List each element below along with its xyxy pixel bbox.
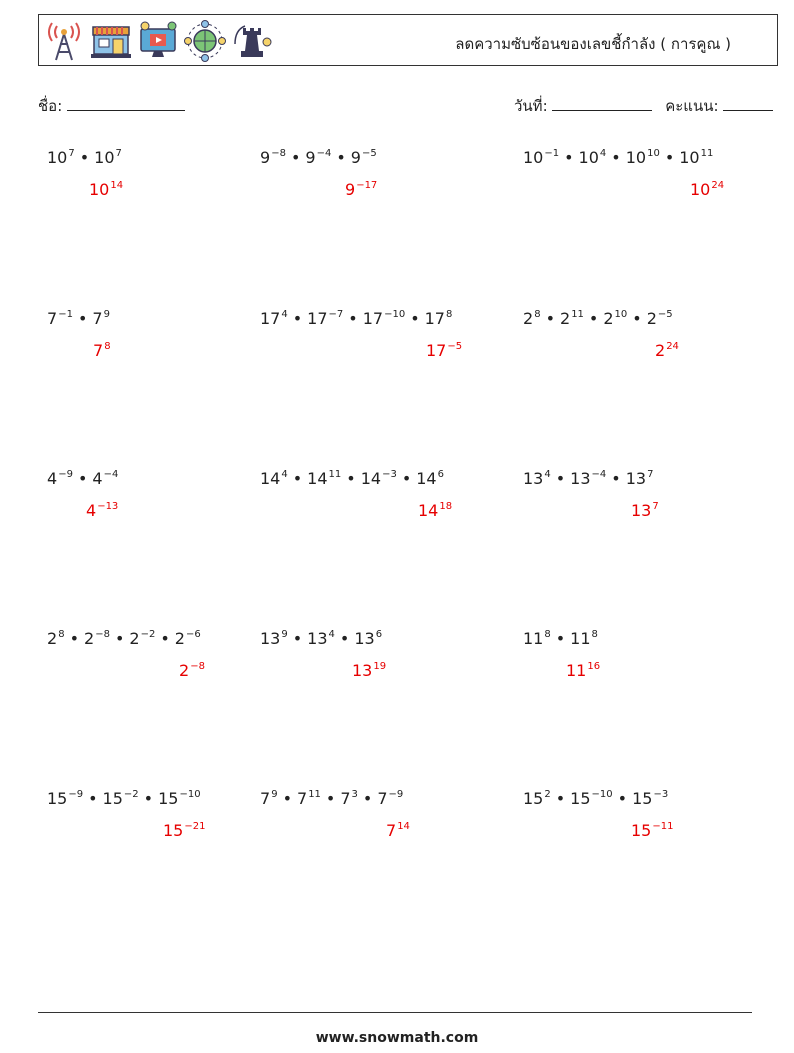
power-term: $4^{-4}$ (92, 469, 119, 488)
multiply-dot: • (282, 789, 292, 808)
problem-8 (260, 469, 444, 488)
power-term: $13^9$ (260, 629, 288, 648)
multiply-dot: • (69, 629, 79, 648)
problem-9 (523, 469, 653, 488)
power-term: $10^{11}$ (679, 148, 714, 167)
power-term: $17^{-7}$ (307, 309, 344, 328)
power-term: $10^4$ (578, 148, 607, 167)
date-score-fields (514, 94, 773, 118)
power-term: $15^{-10}$ (158, 789, 201, 808)
power-term: $11^8$ (570, 629, 598, 648)
power-term: $2^8$ (523, 309, 541, 328)
answer-power: $15^{-11}$ (631, 821, 674, 840)
problem-5 (260, 309, 452, 328)
multiply-dot: • (336, 148, 346, 167)
answer-1 (89, 180, 123, 199)
video-monitor-icon (137, 20, 179, 62)
multiply-dot: • (617, 789, 628, 808)
multiply-dot: • (79, 148, 90, 167)
power-term: $14^6$ (416, 469, 444, 488)
answer-12 (566, 661, 600, 680)
power-term: $2^{10}$ (603, 309, 628, 328)
power-term: $10^7$ (47, 148, 75, 167)
multiply-dot: • (348, 309, 358, 328)
answer-6 (655, 341, 679, 360)
shop-icon (90, 20, 132, 62)
multiply-dot: • (292, 309, 303, 328)
multiply-dot: • (611, 148, 621, 167)
power-term: $11^8$ (523, 629, 551, 648)
power-term: $7^9$ (260, 789, 278, 808)
power-term: $13^4$ (523, 469, 551, 488)
multiply-dot: • (292, 469, 303, 488)
answer-power: $13^{19}$ (352, 661, 387, 680)
problem-1 (47, 148, 122, 167)
power-term: $7^9$ (92, 309, 110, 328)
power-term: $2^{11}$ (560, 309, 584, 328)
answer-3 (690, 180, 724, 199)
multiply-dot: • (325, 789, 336, 808)
answer-7 (86, 501, 118, 520)
answer-power: $15^{-21}$ (163, 821, 206, 840)
answer-10 (179, 661, 205, 680)
problem-15 (523, 789, 668, 808)
date-line (552, 96, 652, 111)
power-term: $2^{-6}$ (174, 629, 201, 648)
power-term: $13^{-4}$ (570, 469, 607, 488)
problem-10 (47, 629, 201, 648)
answer-14 (386, 821, 410, 840)
problem-4 (47, 309, 110, 328)
footer-url: www.snowmath.com (315, 1030, 479, 1046)
power-term: $10^7$ (94, 148, 122, 167)
name-line (67, 96, 185, 111)
name-label: ชื่อ: (38, 97, 63, 115)
problem-6 (523, 309, 673, 328)
answer-power: $14^{18}$ (418, 501, 453, 520)
multiply-dot: • (401, 469, 412, 488)
multiply-dot: • (588, 309, 599, 328)
footer-divider (38, 1012, 752, 1013)
power-term: $7^{-1}$ (47, 309, 73, 328)
problem-2 (260, 148, 377, 167)
power-term: $2^{-2}$ (129, 629, 156, 648)
multiply-dot: • (410, 309, 420, 328)
answer-13 (163, 821, 205, 840)
date-label: วันที่: (514, 97, 548, 115)
power-term: $15^{-3}$ (632, 789, 669, 808)
multiply-dot: • (88, 789, 98, 808)
power-term: $2^{-8}$ (84, 629, 110, 648)
power-term: $7^{11}$ (297, 789, 321, 808)
answer-9 (631, 501, 659, 520)
chess-rook-icon (231, 20, 273, 62)
answer-power: $13^7$ (631, 501, 659, 520)
multiply-dot: • (290, 148, 301, 167)
multiply-dot: • (160, 629, 170, 648)
power-term: $2^{-5}$ (646, 309, 673, 328)
score-line (723, 96, 773, 111)
answer-power: $7^{14}$ (386, 821, 410, 840)
answer-2 (345, 180, 377, 199)
answer-power: $10^{24}$ (690, 180, 725, 199)
answer-power: $2^{-8}$ (179, 661, 205, 680)
power-term: $10^{-1}$ (523, 148, 560, 167)
answer-power: $2^{24}$ (655, 341, 679, 360)
header-icons (43, 20, 273, 62)
multiply-dot: • (346, 469, 356, 488)
power-term: $15^{-2}$ (102, 789, 139, 808)
problem-11 (260, 629, 382, 648)
power-term: $17^{-10}$ (362, 309, 406, 328)
power-term: $9^{-8}$ (260, 148, 286, 167)
multiply-dot: • (77, 469, 88, 488)
power-term: $7^{-9}$ (377, 789, 404, 808)
answer-11 (352, 661, 386, 680)
answer-5 (426, 341, 462, 360)
multiply-dot: • (555, 629, 566, 648)
score-label: คะแนน: (665, 97, 719, 115)
multiply-dot: • (545, 309, 555, 328)
answer-power: $7^8$ (93, 341, 111, 360)
problem-7 (47, 469, 118, 488)
answer-power: $11^{16}$ (566, 661, 601, 680)
power-term: $9^{-4}$ (305, 148, 332, 167)
power-term: $10^{10}$ (625, 148, 660, 167)
multiply-dot: • (664, 148, 675, 167)
answer-power: $4^{-13}$ (86, 501, 119, 520)
answer-15 (631, 821, 673, 840)
answer-8 (418, 501, 452, 520)
power-term: $9^{-5}$ (350, 148, 377, 167)
multiply-dot: • (114, 629, 125, 648)
power-term: $13^7$ (625, 469, 654, 488)
problem-12 (523, 629, 598, 648)
power-term: $2^8$ (47, 629, 65, 648)
multiply-dot: • (555, 469, 566, 488)
worksheet-title: ลดความซับซ้อนของเลขชี้กำลัง ( การคูณ ) (455, 35, 731, 53)
multiply-dot: • (339, 629, 350, 648)
power-term: $14^4$ (260, 469, 288, 488)
problem-14 (260, 789, 403, 808)
multiply-dot: • (77, 309, 88, 328)
power-term: $17^4$ (260, 309, 288, 328)
power-term: $15^2$ (523, 789, 551, 808)
answer-power: $17^{-5}$ (426, 341, 463, 360)
power-term: $15^{-10}$ (570, 789, 613, 808)
power-term: $13^6$ (354, 629, 383, 648)
power-term: $4^{-9}$ (47, 469, 73, 488)
multiply-dot: • (564, 148, 574, 167)
signal-tower-icon (43, 20, 85, 62)
network-globe-icon (184, 20, 226, 62)
answer-power: $9^{-17}$ (345, 180, 378, 199)
power-term: $13^4$ (307, 629, 335, 648)
multiply-dot: • (143, 789, 154, 808)
worksheet-header (38, 14, 778, 66)
power-term: $17^8$ (424, 309, 453, 328)
multiply-dot: • (362, 789, 373, 808)
multiply-dot: • (611, 469, 621, 488)
answer-4 (93, 341, 111, 360)
name-field (38, 94, 185, 118)
power-term: $7^3$ (340, 789, 358, 808)
answer-power: $10^{14}$ (89, 180, 124, 199)
problem-3 (523, 148, 713, 167)
multiply-dot: • (632, 309, 642, 328)
problem-13 (47, 789, 201, 808)
multiply-dot: • (555, 789, 566, 808)
power-term: $15^{-9}$ (47, 789, 84, 808)
multiply-dot: • (292, 629, 303, 648)
power-term: $14^{-3}$ (360, 469, 397, 488)
power-term: $14^{11}$ (307, 469, 342, 488)
